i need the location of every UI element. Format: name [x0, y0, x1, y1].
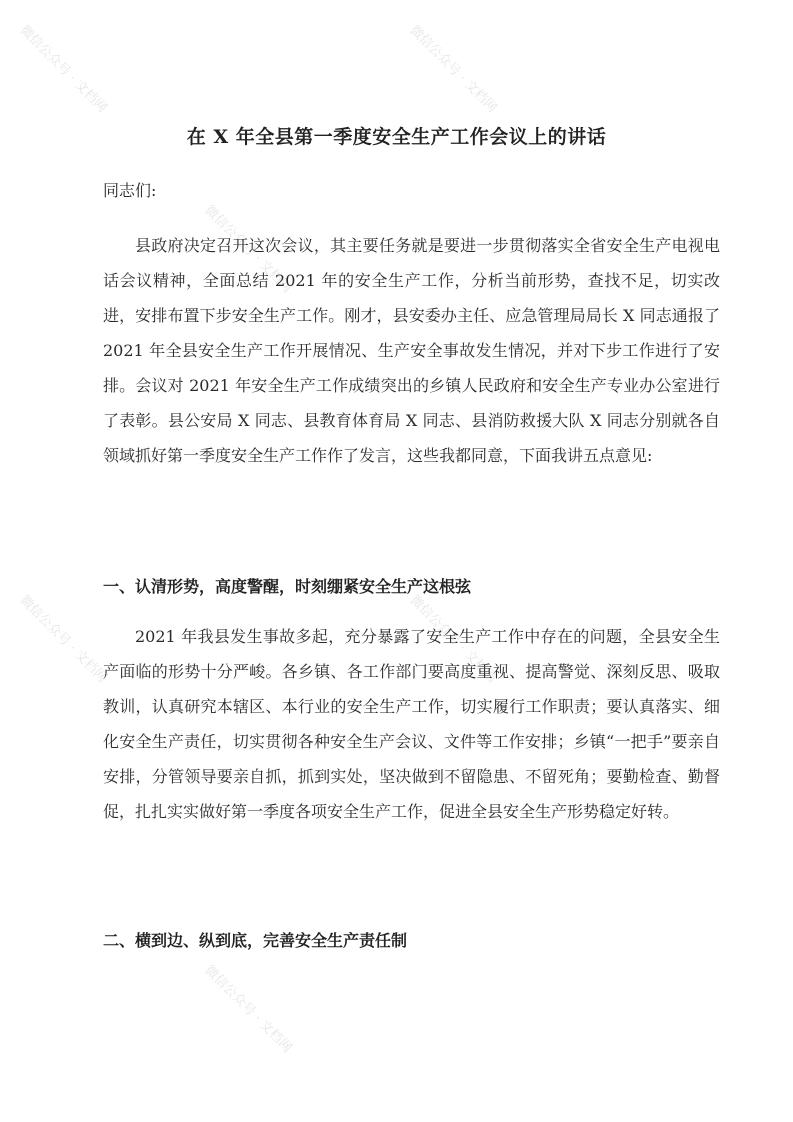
watermark: 微信公众号 · 文档网 — [16, 592, 110, 686]
watermark: 微信公众号 · 文档网 — [406, 22, 500, 116]
paragraph: 2021 年我县发生事故多起，充分暴露了安全生产工作中存在的问题，全县安全生产面临的形势十分严峻。各乡镇、各工作部门要高度重视、提高警觉、深刻反思、吸取教训，认真研究本辖区、本行业的安全生产工作，切实履行工作职责；要认真落实、细化安全生产责任，切实贯彻各种安全生产会议、文件等工作安排；乡镇“一把手”要亲自安排，分管领导要亲自抓，抓到实处，坚决做到不留隐患、不留死角；要勤检查、勤督促，扎扎实实做好第一季度各项安全生产工作，促进全县安全生产形势稳定好转。 — [103, 627, 720, 821]
section-heading: 二、横到边、纵到底，完善安全生产责任制 — [103, 931, 408, 950]
watermark: 微信公众号 · 文档网 — [201, 202, 295, 296]
section-heading: 一、认清形势，高度警醒，时刻绷紧安全生产这根弦 — [103, 577, 472, 596]
watermark: 微信公众号 · 文档网 — [406, 592, 500, 686]
document-title: 在 X 年全县第一季度安全生产工作会议上的讲话 — [186, 126, 607, 148]
paragraph: 县政府决定召开这次会议，其主要任务就是要进一步贯彻落实全省安全生产电视电话会议精神，全面总结 2021 年的安全生产工作，分析当前形势，查找不足，切实改进，安排布置下步安全生产工作。刚才，县安委办主任、应急管理局局长 X 同志通报了 2021 年全县安全生产工作开展情况、生产安全事故发生情况，并对下步工作进行了安排。会议对 2021 年安全生产工作成绩突出的乡镇人民政府和安全生产专业办公室进行了表彰。县公安局 X 同志、县教育体育局 X 同志、县消防救援大队 X 同志分别就各自领域抓好第一季度安全生产工作作了发言，这些我都同意，下面我讲五点意见: — [103, 236, 720, 465]
greeting: 同志们: — [103, 181, 157, 200]
watermark: 微信公众号 · 文档网 — [16, 22, 110, 116]
watermark: 微信公众号 · 文档网 — [201, 962, 295, 1056]
